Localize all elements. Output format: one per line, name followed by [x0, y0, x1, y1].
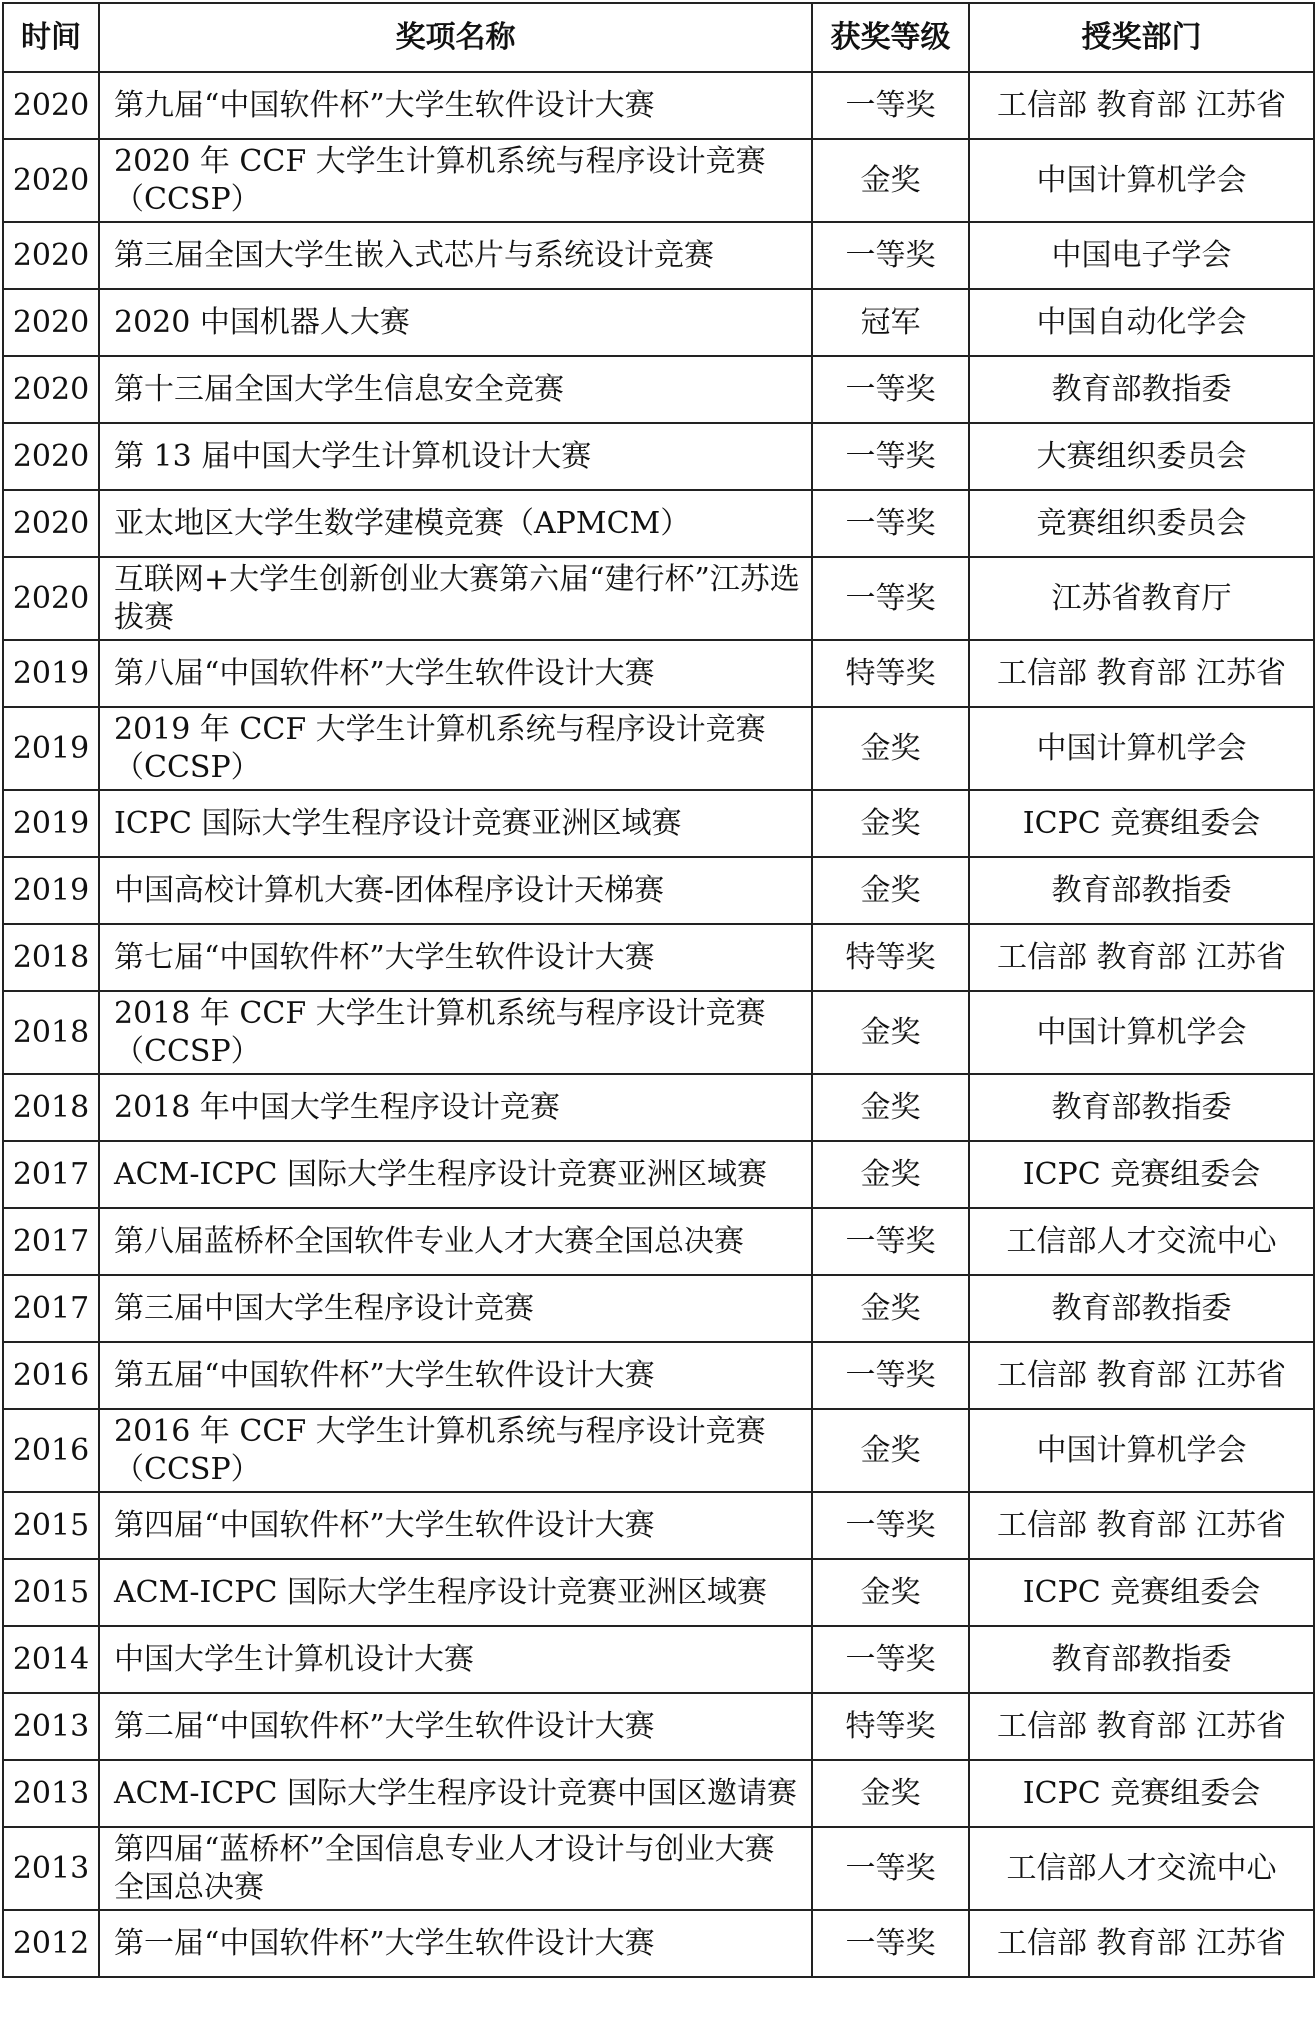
table-row	[3, 139, 1314, 222]
cell-year: 2015	[3, 1492, 99, 1559]
cell-level: 金奖	[812, 790, 969, 857]
cell-year: 2019	[3, 857, 99, 924]
cell-award-name: ACM-ICPC 国际大学生程序设计竞赛亚洲区域赛	[99, 1559, 812, 1626]
cell-award-name: 第九届“中国软件杯”大学生软件设计大赛	[99, 72, 812, 139]
cell-level: 一等奖	[812, 1626, 969, 1693]
table-row	[3, 1626, 1314, 1693]
cell-year: 2019	[3, 790, 99, 857]
table-row	[3, 289, 1314, 356]
cell-department: 工信部人才交流中心	[969, 1827, 1314, 1910]
table-row	[3, 857, 1314, 924]
table-row	[3, 557, 1314, 640]
cell-award-name: 第四届“蓝桥杯”全国信息专业人才设计与创业大赛全国总决赛	[99, 1827, 812, 1910]
cell-level: 金奖	[812, 1760, 969, 1827]
cell-department: 工信部 教育部 江苏省	[969, 1342, 1314, 1409]
cell-level: 一等奖	[812, 490, 969, 557]
cell-award-name: 中国高校计算机大赛-团体程序设计天梯赛	[99, 857, 812, 924]
table-row	[3, 1693, 1314, 1760]
cell-level: 金奖	[812, 1409, 969, 1492]
cell-year: 2013	[3, 1693, 99, 1760]
cell-award-name: ACM-ICPC 国际大学生程序设计竞赛中国区邀请赛	[99, 1760, 812, 1827]
table-row	[3, 707, 1314, 790]
cell-award-name: 亚太地区大学生数学建模竞赛（APMCM）	[99, 490, 812, 557]
cell-level: 一等奖	[812, 1827, 969, 1910]
cell-award-name: 第二届“中国软件杯”大学生软件设计大赛	[99, 1693, 812, 1760]
cell-year: 2020	[3, 139, 99, 222]
cell-year: 2018	[3, 924, 99, 991]
cell-year: 2014	[3, 1626, 99, 1693]
cell-year: 2013	[3, 1827, 99, 1910]
header-department: 授奖部门	[969, 3, 1314, 72]
cell-year: 2020	[3, 222, 99, 289]
cell-department: 教育部教指委	[969, 857, 1314, 924]
cell-level: 一等奖	[812, 1342, 969, 1409]
cell-level: 一等奖	[812, 557, 969, 640]
cell-department: 工信部 教育部 江苏省	[969, 1910, 1314, 1977]
cell-department: 江苏省教育厅	[969, 557, 1314, 640]
cell-department: 中国电子学会	[969, 222, 1314, 289]
cell-year: 2020	[3, 490, 99, 557]
table-body	[3, 72, 1314, 1977]
cell-year: 2015	[3, 1559, 99, 1626]
cell-award-name: 2016 年 CCF 大学生计算机系统与程序设计竞赛（CCSP）	[99, 1409, 812, 1492]
table-row	[3, 924, 1314, 991]
table-row	[3, 1910, 1314, 1977]
cell-award-name: 第七届“中国软件杯”大学生软件设计大赛	[99, 924, 812, 991]
cell-level: 一等奖	[812, 1910, 969, 1977]
cell-year: 2020	[3, 356, 99, 423]
cell-year: 2018	[3, 1074, 99, 1141]
cell-department: ICPC 竞赛组委会	[969, 790, 1314, 857]
table-header-row	[3, 3, 1314, 72]
cell-department: 中国计算机学会	[969, 139, 1314, 222]
cell-department: ICPC 竞赛组委会	[969, 1760, 1314, 1827]
awards-table	[2, 2, 1315, 1978]
table-row	[3, 1208, 1314, 1275]
table-row	[3, 72, 1314, 139]
cell-level: 一等奖	[812, 222, 969, 289]
cell-level: 金奖	[812, 857, 969, 924]
cell-award-name: ACM-ICPC 国际大学生程序设计竞赛亚洲区域赛	[99, 1141, 812, 1208]
cell-department: 中国计算机学会	[969, 991, 1314, 1074]
cell-level: 一等奖	[812, 1208, 969, 1275]
cell-year: 2019	[3, 707, 99, 790]
cell-department: 教育部教指委	[969, 1074, 1314, 1141]
cell-year: 2013	[3, 1760, 99, 1827]
cell-level: 一等奖	[812, 423, 969, 490]
table-row	[3, 1492, 1314, 1559]
cell-award-name: 2019 年 CCF 大学生计算机系统与程序设计竞赛（CCSP）	[99, 707, 812, 790]
cell-year: 2016	[3, 1409, 99, 1492]
table-row	[3, 640, 1314, 707]
header-time: 时间	[3, 3, 99, 72]
cell-award-name: 互联网+大学生创新创业大赛第六届“建行杯”江苏选拔赛	[99, 557, 812, 640]
cell-award-name: 第三届全国大学生嵌入式芯片与系统设计竞赛	[99, 222, 812, 289]
cell-award-name: 2020 年 CCF 大学生计算机系统与程序设计竞赛（CCSP）	[99, 139, 812, 222]
cell-year: 2020	[3, 289, 99, 356]
cell-department: 工信部 教育部 江苏省	[969, 924, 1314, 991]
cell-year: 2017	[3, 1208, 99, 1275]
cell-department: 工信部 教育部 江苏省	[969, 1693, 1314, 1760]
table-row	[3, 423, 1314, 490]
cell-department: 竞赛组织委员会	[969, 490, 1314, 557]
cell-level: 冠军	[812, 289, 969, 356]
cell-award-name: 2020 中国机器人大赛	[99, 289, 812, 356]
cell-award-name: 第八届“中国软件杯”大学生软件设计大赛	[99, 640, 812, 707]
cell-year: 2012	[3, 1910, 99, 1977]
cell-award-name: 第五届“中国软件杯”大学生软件设计大赛	[99, 1342, 812, 1409]
cell-award-name: 中国大学生计算机设计大赛	[99, 1626, 812, 1693]
header-award-name: 奖项名称	[99, 3, 812, 72]
cell-year: 2017	[3, 1275, 99, 1342]
table-row	[3, 1275, 1314, 1342]
cell-department: 工信部 教育部 江苏省	[969, 1492, 1314, 1559]
cell-award-name: 第三届中国大学生程序设计竞赛	[99, 1275, 812, 1342]
cell-year: 2020	[3, 72, 99, 139]
cell-department: 中国计算机学会	[969, 707, 1314, 790]
table-row	[3, 1760, 1314, 1827]
cell-level: 金奖	[812, 1141, 969, 1208]
cell-department: 工信部人才交流中心	[969, 1208, 1314, 1275]
cell-award-name: 第 13 届中国大学生计算机设计大赛	[99, 423, 812, 490]
cell-department: 工信部 教育部 江苏省	[969, 72, 1314, 139]
table-row	[3, 790, 1314, 857]
table-row	[3, 991, 1314, 1074]
cell-award-name: 第一届“中国软件杯”大学生软件设计大赛	[99, 1910, 812, 1977]
cell-level: 金奖	[812, 991, 969, 1074]
cell-level: 一等奖	[812, 356, 969, 423]
table-row	[3, 490, 1314, 557]
cell-department: 大赛组织委员会	[969, 423, 1314, 490]
table-row	[3, 1141, 1314, 1208]
cell-award-name: 第十三届全国大学生信息安全竞赛	[99, 356, 812, 423]
cell-department: 教育部教指委	[969, 356, 1314, 423]
cell-level: 特等奖	[812, 924, 969, 991]
cell-award-name: 2018 年中国大学生程序设计竞赛	[99, 1074, 812, 1141]
table-row	[3, 1559, 1314, 1626]
cell-award-name: 2018 年 CCF 大学生计算机系统与程序设计竞赛（CCSP）	[99, 991, 812, 1074]
cell-year: 2016	[3, 1342, 99, 1409]
table-row	[3, 222, 1314, 289]
cell-award-name: 第八届蓝桥杯全国软件专业人才大赛全国总决赛	[99, 1208, 812, 1275]
table-row	[3, 1409, 1314, 1492]
cell-department: 工信部 教育部 江苏省	[969, 640, 1314, 707]
cell-level: 特等奖	[812, 1693, 969, 1760]
cell-level: 特等奖	[812, 640, 969, 707]
cell-year: 2019	[3, 640, 99, 707]
cell-department: 中国计算机学会	[969, 1409, 1314, 1492]
header-level: 获奖等级	[812, 3, 969, 72]
cell-level: 一等奖	[812, 1492, 969, 1559]
table-row	[3, 356, 1314, 423]
cell-department: 教育部教指委	[969, 1275, 1314, 1342]
table-row	[3, 1827, 1314, 1910]
cell-department: ICPC 竞赛组委会	[969, 1559, 1314, 1626]
cell-level: 金奖	[812, 1275, 969, 1342]
cell-level: 金奖	[812, 1074, 969, 1141]
cell-year: 2020	[3, 557, 99, 640]
cell-year: 2018	[3, 991, 99, 1074]
cell-year: 2020	[3, 423, 99, 490]
cell-year: 2017	[3, 1141, 99, 1208]
cell-level: 金奖	[812, 139, 969, 222]
cell-department: ICPC 竞赛组委会	[969, 1141, 1314, 1208]
cell-level: 金奖	[812, 707, 969, 790]
table-row	[3, 1074, 1314, 1141]
cell-department: 教育部教指委	[969, 1626, 1314, 1693]
cell-level: 一等奖	[812, 72, 969, 139]
cell-level: 金奖	[812, 1559, 969, 1626]
cell-department: 中国自动化学会	[969, 289, 1314, 356]
table-row	[3, 1342, 1314, 1409]
cell-award-name: ICPC 国际大学生程序设计竞赛亚洲区域赛	[99, 790, 812, 857]
cell-award-name: 第四届“中国软件杯”大学生软件设计大赛	[99, 1492, 812, 1559]
